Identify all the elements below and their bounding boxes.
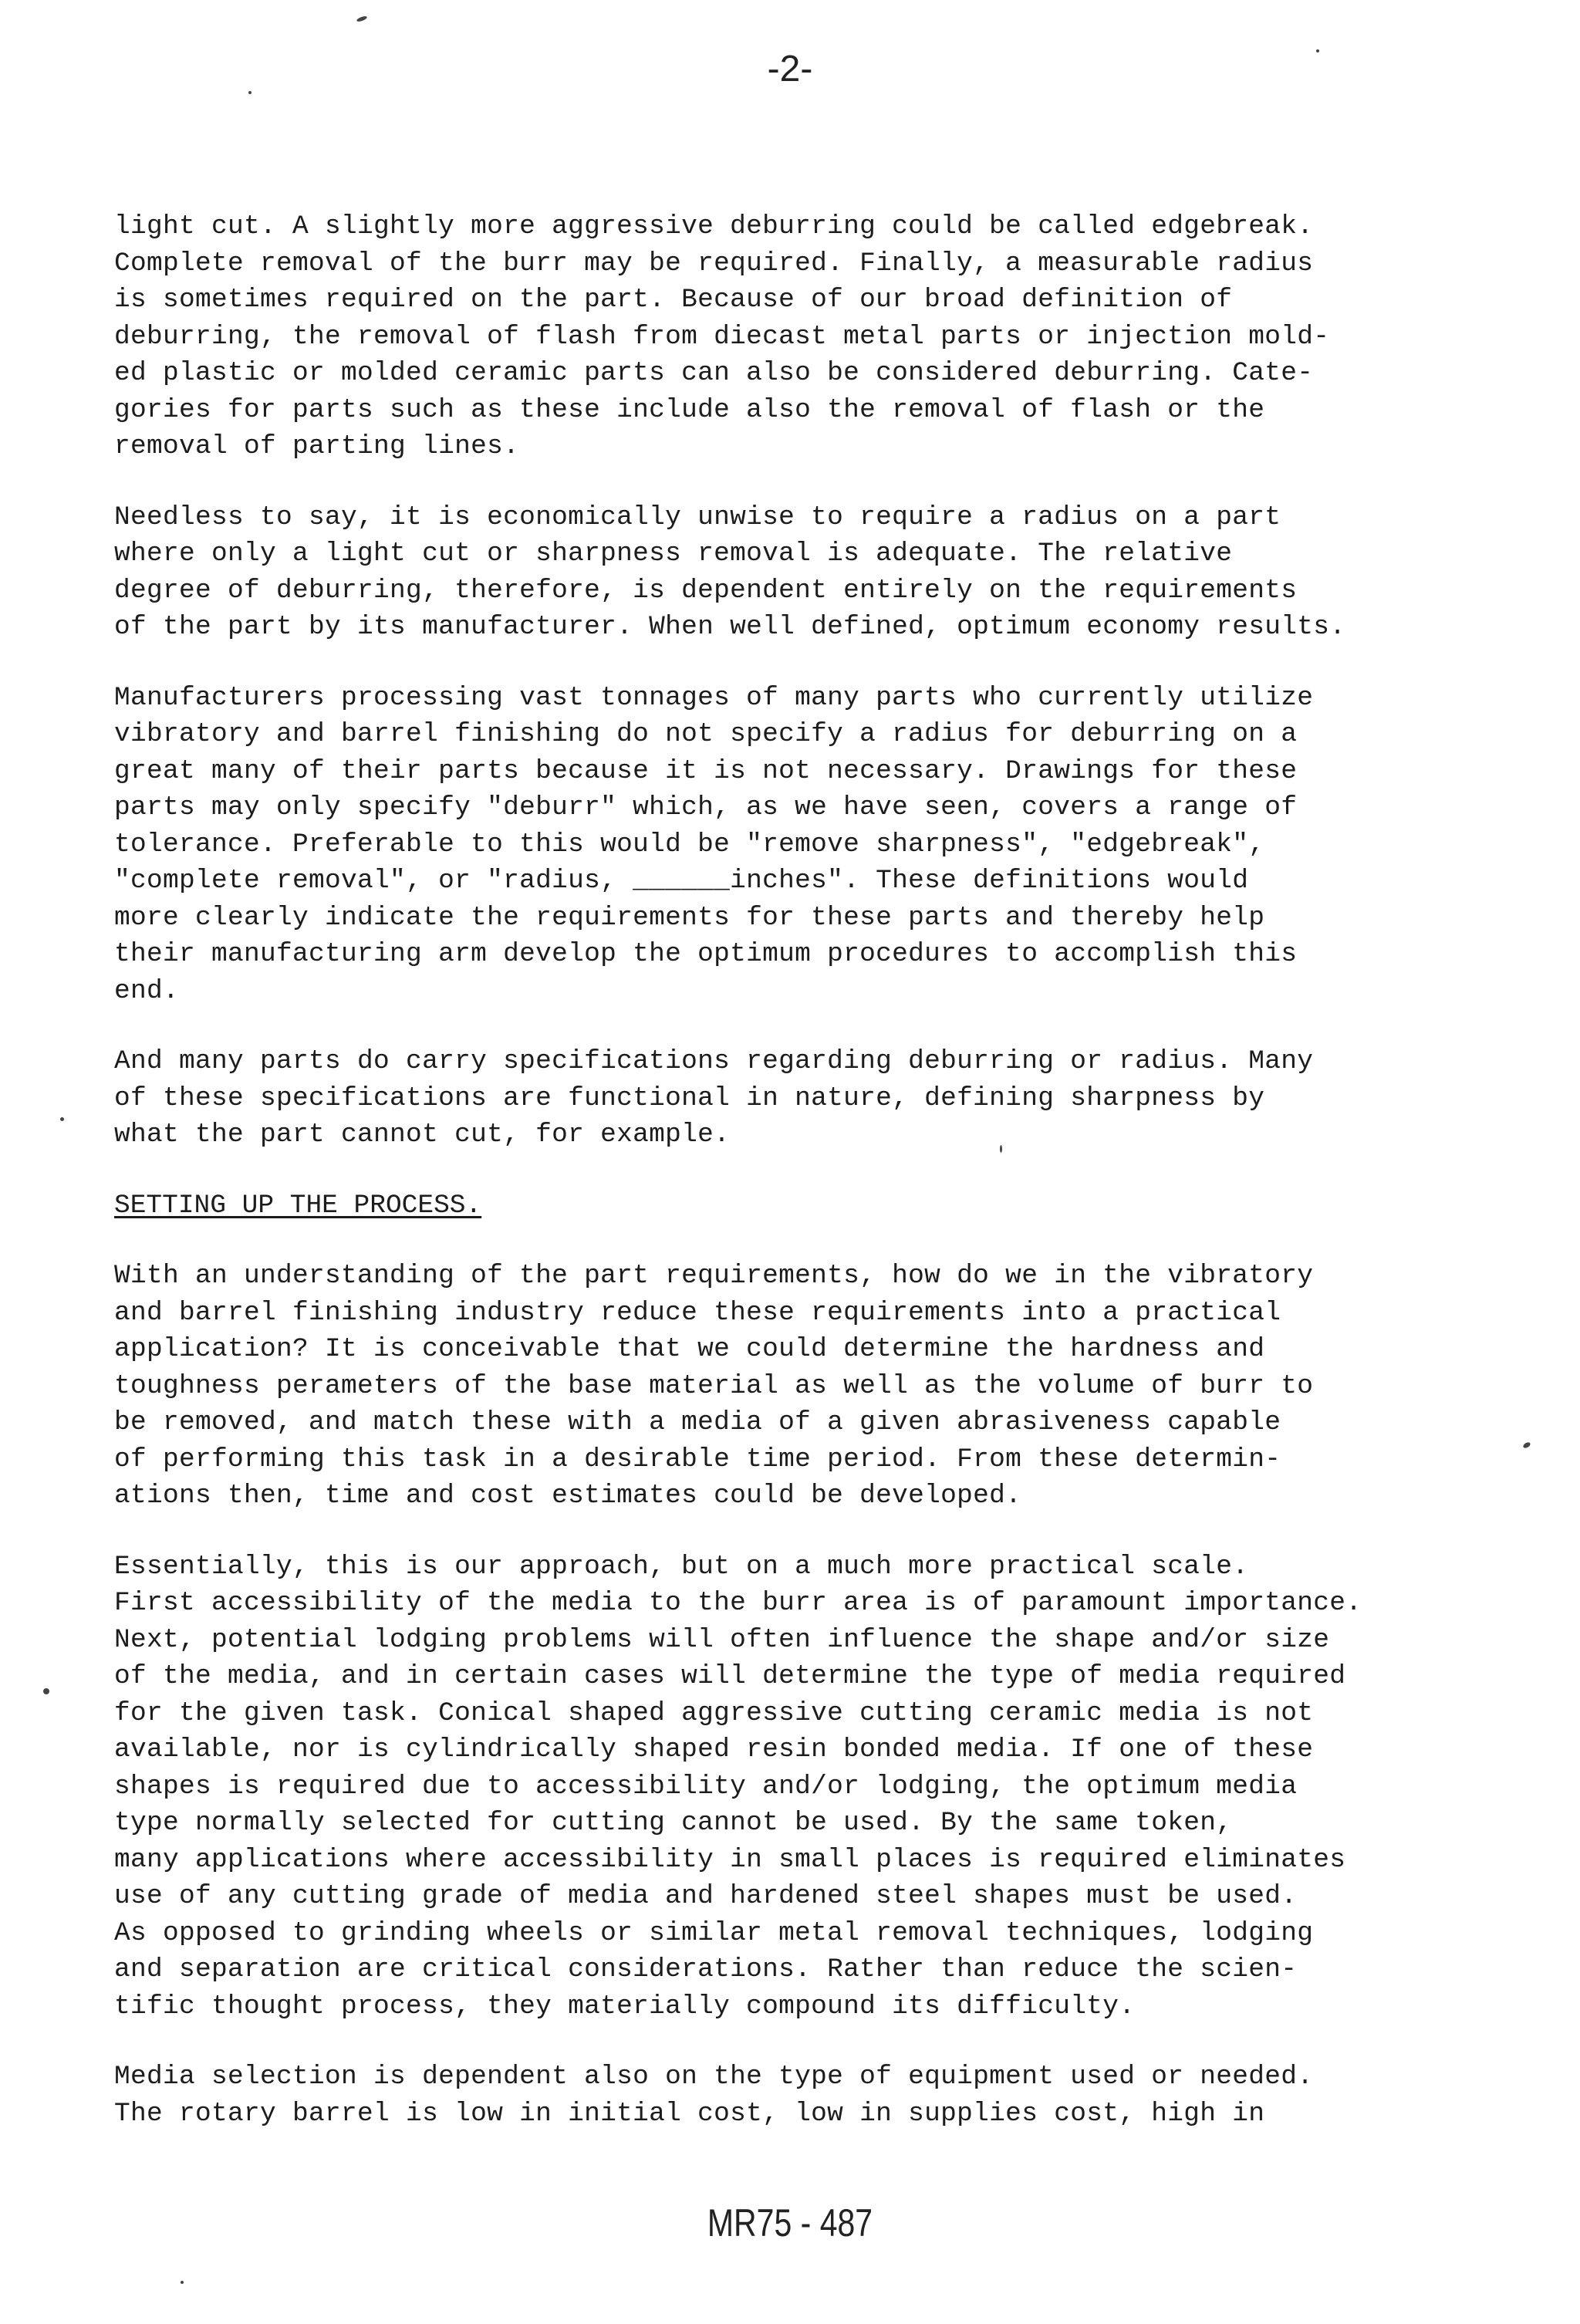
- document-body: [114, 208, 1487, 2132]
- scan-speck: [356, 15, 368, 22]
- scan-speck: [43, 1688, 49, 1694]
- scan-speck: [1316, 49, 1319, 52]
- scan-speck: [181, 2281, 184, 2284]
- paragraph-media-selection: Media selection is dependent also on the type of equipment used or needed. The rotary barrel is low in initial cost, low in supplies cost, high in: [114, 2062, 1314, 2129]
- paragraph-manufacturers: Manufacturers processing vast tonnages of many parts who currently utilize vibratory and barrel finishing do not specify a radius for deburring on a great many of their parts because it is not necessary. Drawings for these parts may only specify "deburr" which, as we have seen, covers a range of tolerance. Preferable to this would be "remove sharpness", "edgebreak", "complete removal", or "radius, ______inches". These definitions would more clearly indicate the requirements for these parts and thereby help their manufacturing arm develop the optimum procedures to accomplish this end.: [114, 682, 1314, 1006]
- paragraph-deburring-degrees: light cut. A slightly more aggressive deburring could be called edgebreak. Complete removal of the burr may be required. Finally, a measurable radius is sometimes required on the part. Because of our broad definition of deburring, the removal of flash from diecast metal parts or injection mold- ed plastic or molded ceramic parts can also be considered deburring. Cate- gories for parts such as these include also the removal of flash or the removal of parting lines.: [114, 211, 1330, 461]
- paragraph-approach: Essentially, this is our approach, but on a much more practical scale. First accessibility of the media to the burr area is of paramount importance. Next, potential lodging problems will often influence the shape and/or size of the media, and in certain cases will determine the type of media required for the given task. Conical shaped aggressive cutting ceramic media is not available, nor is cylindrically shaped resin bonded media. If one of these shapes is required due to accessibility and/or lodging, the optimum media type normally selected for cutting cannot be used. By the same token, many applications where accessibility in small places is required eliminates use of any cutting grade of media and hardened steel shapes must be used. As opposed to grinding wheels or similar metal removal techniques, lodging and separation are critical considerations. Rather than reduce the scien- tific thought process, they materially compound its difficulty.: [114, 1551, 1362, 2022]
- paragraph-understanding: With an understanding of the part requirements, how do we in the vibratory and barrel finishing industry reduce these requirements into a practical application? It is conceivable that we could determine the hardness and toughness perameters of the base material as well as the volume of burr to be removed, and match these with a media of a given abrasiveness capable of performing this task in a desirable time period. From these determin- ations then, time and cost estimates could be developed.: [114, 1261, 1314, 1511]
- scan-speck: [1522, 1441, 1531, 1449]
- scan-speck: [60, 1117, 64, 1121]
- paragraph-specifications: And many parts do carry specifications regarding deburring or radius. Many of these specifications are functional in nature, defining sharpness by what the part cannot cut, for example.: [114, 1046, 1314, 1150]
- document-code: MR75 - 487: [707, 2201, 873, 2245]
- scan-speck: [248, 91, 252, 94]
- page-number: -2-: [767, 49, 813, 90]
- paragraph-economy: Needless to say, it is economically unwise to require a radius on a part where only a light cut or sharpness removal is adequate. The relative degree of deburring, therefore, is dependent entirely on the requirements of the part by its manufacturer. When well defined, optimum economy results.: [114, 502, 1346, 642]
- section-heading: SETTING UP THE PROCESS.: [114, 1190, 482, 1221]
- scan-speck: [1000, 1145, 1002, 1153]
